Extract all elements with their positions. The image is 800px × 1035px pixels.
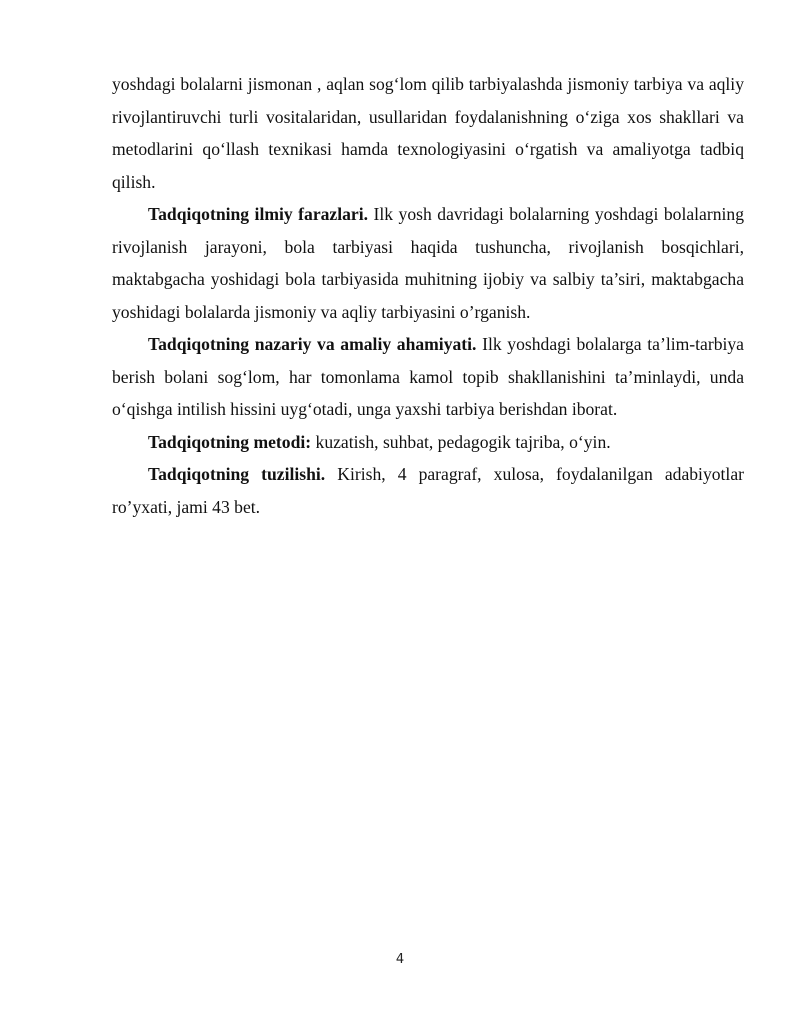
paragraph-structure [112,458,744,523]
paragraph-text: Kirish, 4 paragraf, xulosa, foydalanilgan adabiyotlar ro’yxati, jami 43 bet. [112,464,744,517]
paragraph-text: yoshdagi bolalarni jismonan , aqlan sog‘lom qilib tarbiyalashda jismoniy tarbiya va aqliy rivojlantiruvchi turli vositalaridan, usullaridan foydalanishning o‘ziga xos shakllari va metodlarini qo‘llash texnikasi hamda texnologiyasini o‘rgatish va amaliyotga tadbiq qilish. [112,74,744,192]
paragraph-method [112,426,744,459]
paragraph-text: Ilk yoshdagi bolalarga ta’lim-tarbiya berish bolani sog‘lom, har tomonlama kamol topib shakllanishini ta’minlaydi, unda o‘qishga intilish hissini uyg‘otadi, unga yaxshi tarbiya berishdan iborat. [112,334,744,419]
paragraph-heading: Tadqiqotning metodi: [148,431,312,452]
paragraph-significance [112,328,744,426]
paragraph-text: Ilk yosh davridagi bolalarning yoshdagi bolalarning rivojlanish jarayoni, bola tarbiyasi haqida tushuncha, rivojlanish bosqichlari, maktabgacha yoshidagi bola tarbiyasida muhitning ijobiy va salbiy ta’siri, maktabgacha yoshidagi bolalarda jismoniy va aqliy tarbiyasini o’rganish. [112,204,744,322]
paragraph-heading: Tadqiqotning ilmiy farazlari. [148,204,369,224]
page-number: 4 [395,952,405,967]
paragraph-heading: Tadqiqotning tuzilishi. [148,464,326,484]
body-text [112,68,744,523]
paragraph-text: kuzatish, suhbat, pedagogik tajriba, o‘yin. [311,431,611,452]
paragraph-hypotheses [112,198,744,328]
paragraph-intro [112,68,744,198]
paragraph-heading: Tadqiqotning nazariy va amaliy ahamiyati. [148,334,477,354]
